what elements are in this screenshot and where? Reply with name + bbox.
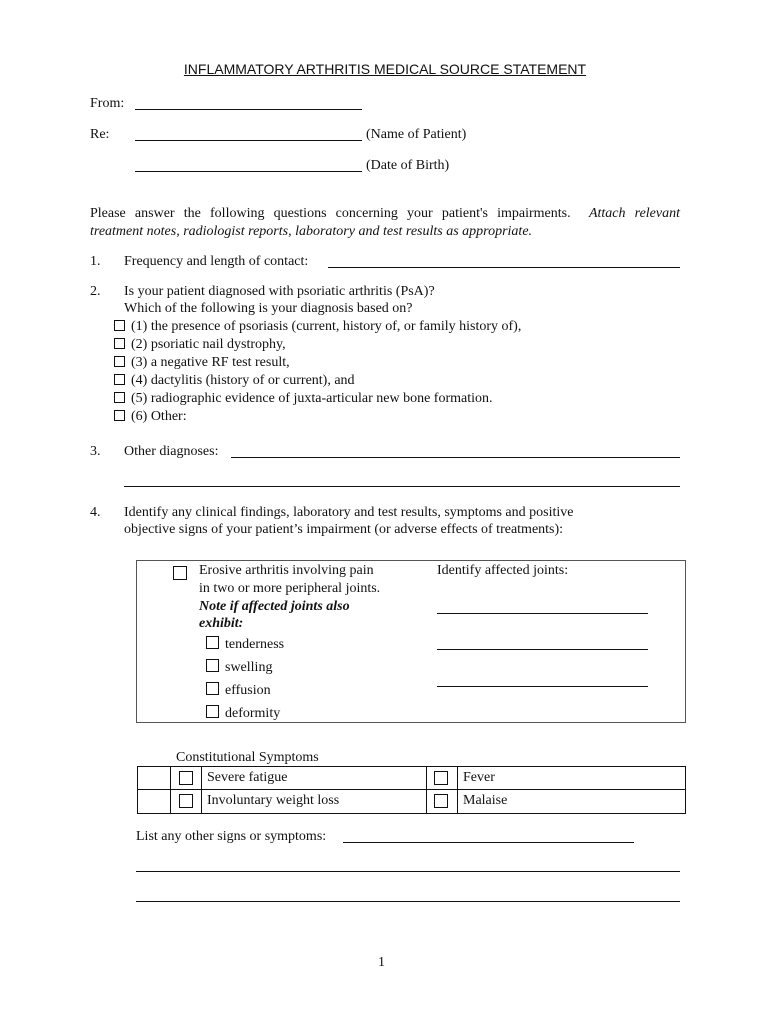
q2-option-5-label: (5) radiographic evidence of juxta-articular new bone formation. bbox=[131, 391, 493, 406]
other-signs-field[interactable] bbox=[343, 842, 634, 843]
patient-name-field[interactable] bbox=[135, 140, 362, 141]
q1-text: Frequency and length of contact: bbox=[124, 254, 309, 269]
checkbox-icon[interactable] bbox=[434, 794, 448, 808]
affected-joints-field-2[interactable] bbox=[437, 649, 648, 650]
effusion-label: effusion bbox=[225, 683, 271, 698]
q1-number: 1. bbox=[90, 254, 101, 269]
q2-option-5[interactable] bbox=[114, 390, 493, 408]
checkbox-icon[interactable] bbox=[114, 374, 125, 385]
q3-answer-field-2[interactable] bbox=[124, 486, 680, 487]
q1-answer-field[interactable] bbox=[328, 267, 680, 268]
intro-italic-text-1: Attach relevant bbox=[588, 206, 680, 221]
page-title: INFLAMMATORY ARTHRITIS MEDICAL SOURCE STATEMENT bbox=[183, 61, 587, 77]
identify-joints-label: Identify affected joints: bbox=[437, 563, 569, 578]
deformity-label: deformity bbox=[225, 706, 281, 721]
sub-option-swelling[interactable] bbox=[206, 659, 272, 677]
sub-option-deformity[interactable] bbox=[206, 705, 280, 723]
checkbox-icon[interactable] bbox=[206, 705, 219, 718]
sub-option-effusion[interactable] bbox=[206, 682, 271, 700]
q2-option-4[interactable] bbox=[114, 372, 355, 390]
checkbox-icon[interactable] bbox=[114, 392, 125, 403]
checkbox-icon[interactable] bbox=[114, 356, 125, 367]
affected-joints-field-3[interactable] bbox=[437, 686, 648, 687]
q3-text: Other diagnoses: bbox=[124, 444, 219, 459]
constitutional-heading: Constitutional Symptoms bbox=[176, 750, 319, 765]
fever-label: Fever bbox=[463, 770, 495, 785]
patient-name-caption: (Name of Patient) bbox=[366, 127, 467, 142]
q4-number: 4. bbox=[90, 505, 101, 520]
tenderness-label: tenderness bbox=[225, 637, 285, 652]
severe-fatigue-label: Severe fatigue bbox=[207, 770, 288, 785]
q2-line-1: Is your patient diagnosed with psoriatic arthritis (PsA)? bbox=[124, 284, 435, 299]
intro-plain-text: Please answer the following questions concerning your patient's impairments. bbox=[90, 206, 571, 221]
checkbox-icon[interactable] bbox=[114, 410, 125, 421]
table-col-divider bbox=[457, 766, 458, 814]
checkbox-icon[interactable] bbox=[179, 771, 193, 785]
table-col-divider bbox=[426, 766, 427, 814]
table-col-divider bbox=[201, 766, 202, 814]
q2-number: 2. bbox=[90, 284, 101, 299]
checkbox-icon[interactable] bbox=[206, 636, 219, 649]
affected-joints-field-1[interactable] bbox=[437, 613, 648, 614]
date-of-birth-field[interactable] bbox=[135, 171, 362, 172]
q3-number: 3. bbox=[90, 444, 101, 459]
checkbox-icon[interactable] bbox=[173, 566, 187, 580]
erosive-note-2: exhibit: bbox=[199, 616, 244, 631]
q2-option-1[interactable] bbox=[114, 318, 521, 336]
q2-option-3[interactable] bbox=[114, 354, 290, 372]
date-of-birth-caption: (Date of Birth) bbox=[366, 158, 450, 173]
checkbox-icon[interactable] bbox=[179, 794, 193, 808]
checkbox-icon[interactable] bbox=[206, 682, 219, 695]
table-row-divider bbox=[137, 789, 686, 790]
q2-line-2: Which of the following is your diagnosis based on? bbox=[124, 301, 413, 316]
swelling-label: swelling bbox=[225, 660, 273, 675]
erosive-note-1: Note if affected joints also bbox=[199, 599, 350, 614]
other-signs-field-2[interactable] bbox=[136, 871, 680, 872]
re-label: Re: bbox=[90, 127, 110, 142]
from-field[interactable] bbox=[135, 109, 362, 110]
q2-option-2[interactable] bbox=[114, 336, 286, 354]
q4-line-2: objective signs of your patient’s impairment (or adverse effects of treatments): bbox=[124, 522, 564, 537]
other-signs-field-3[interactable] bbox=[136, 901, 680, 902]
intro-line-1 bbox=[90, 205, 680, 223]
checkbox-icon[interactable] bbox=[114, 320, 125, 331]
intro-line-2: treatment notes, radiologist reports, laboratory and test results as appropriate. bbox=[90, 224, 533, 239]
sub-option-tenderness[interactable] bbox=[206, 636, 284, 654]
q2-option-3-label: (3) a negative RF test result, bbox=[131, 355, 290, 370]
weight-loss-label: Involuntary weight loss bbox=[207, 793, 340, 808]
from-label: From: bbox=[90, 96, 125, 111]
checkbox-icon[interactable] bbox=[434, 771, 448, 785]
table-col-divider bbox=[170, 766, 171, 814]
erosive-line-2: in two or more peripheral joints. bbox=[199, 581, 381, 596]
malaise-label: Malaise bbox=[463, 793, 508, 808]
q2-option-6[interactable] bbox=[114, 408, 187, 426]
other-signs-label: List any other signs or symptoms: bbox=[136, 829, 327, 844]
q2-option-6-label: (6) Other: bbox=[131, 409, 187, 424]
page-number: 1 bbox=[378, 955, 385, 970]
q2-option-1-label: (1) the presence of psoriasis (current, history of, or family history of), bbox=[131, 319, 522, 334]
q2-option-2-label: (2) psoriatic nail dystrophy, bbox=[131, 337, 286, 352]
q3-answer-field[interactable] bbox=[231, 457, 680, 458]
erosive-line-1: Erosive arthritis involving pain bbox=[199, 563, 374, 578]
q4-line-1: Identify any clinical findings, laboratory and test results, symptoms and positive bbox=[124, 505, 574, 520]
checkbox-icon[interactable] bbox=[114, 338, 125, 349]
checkbox-icon[interactable] bbox=[206, 659, 219, 672]
q2-option-4-label: (4) dactylitis (history of or current), and bbox=[131, 373, 355, 388]
